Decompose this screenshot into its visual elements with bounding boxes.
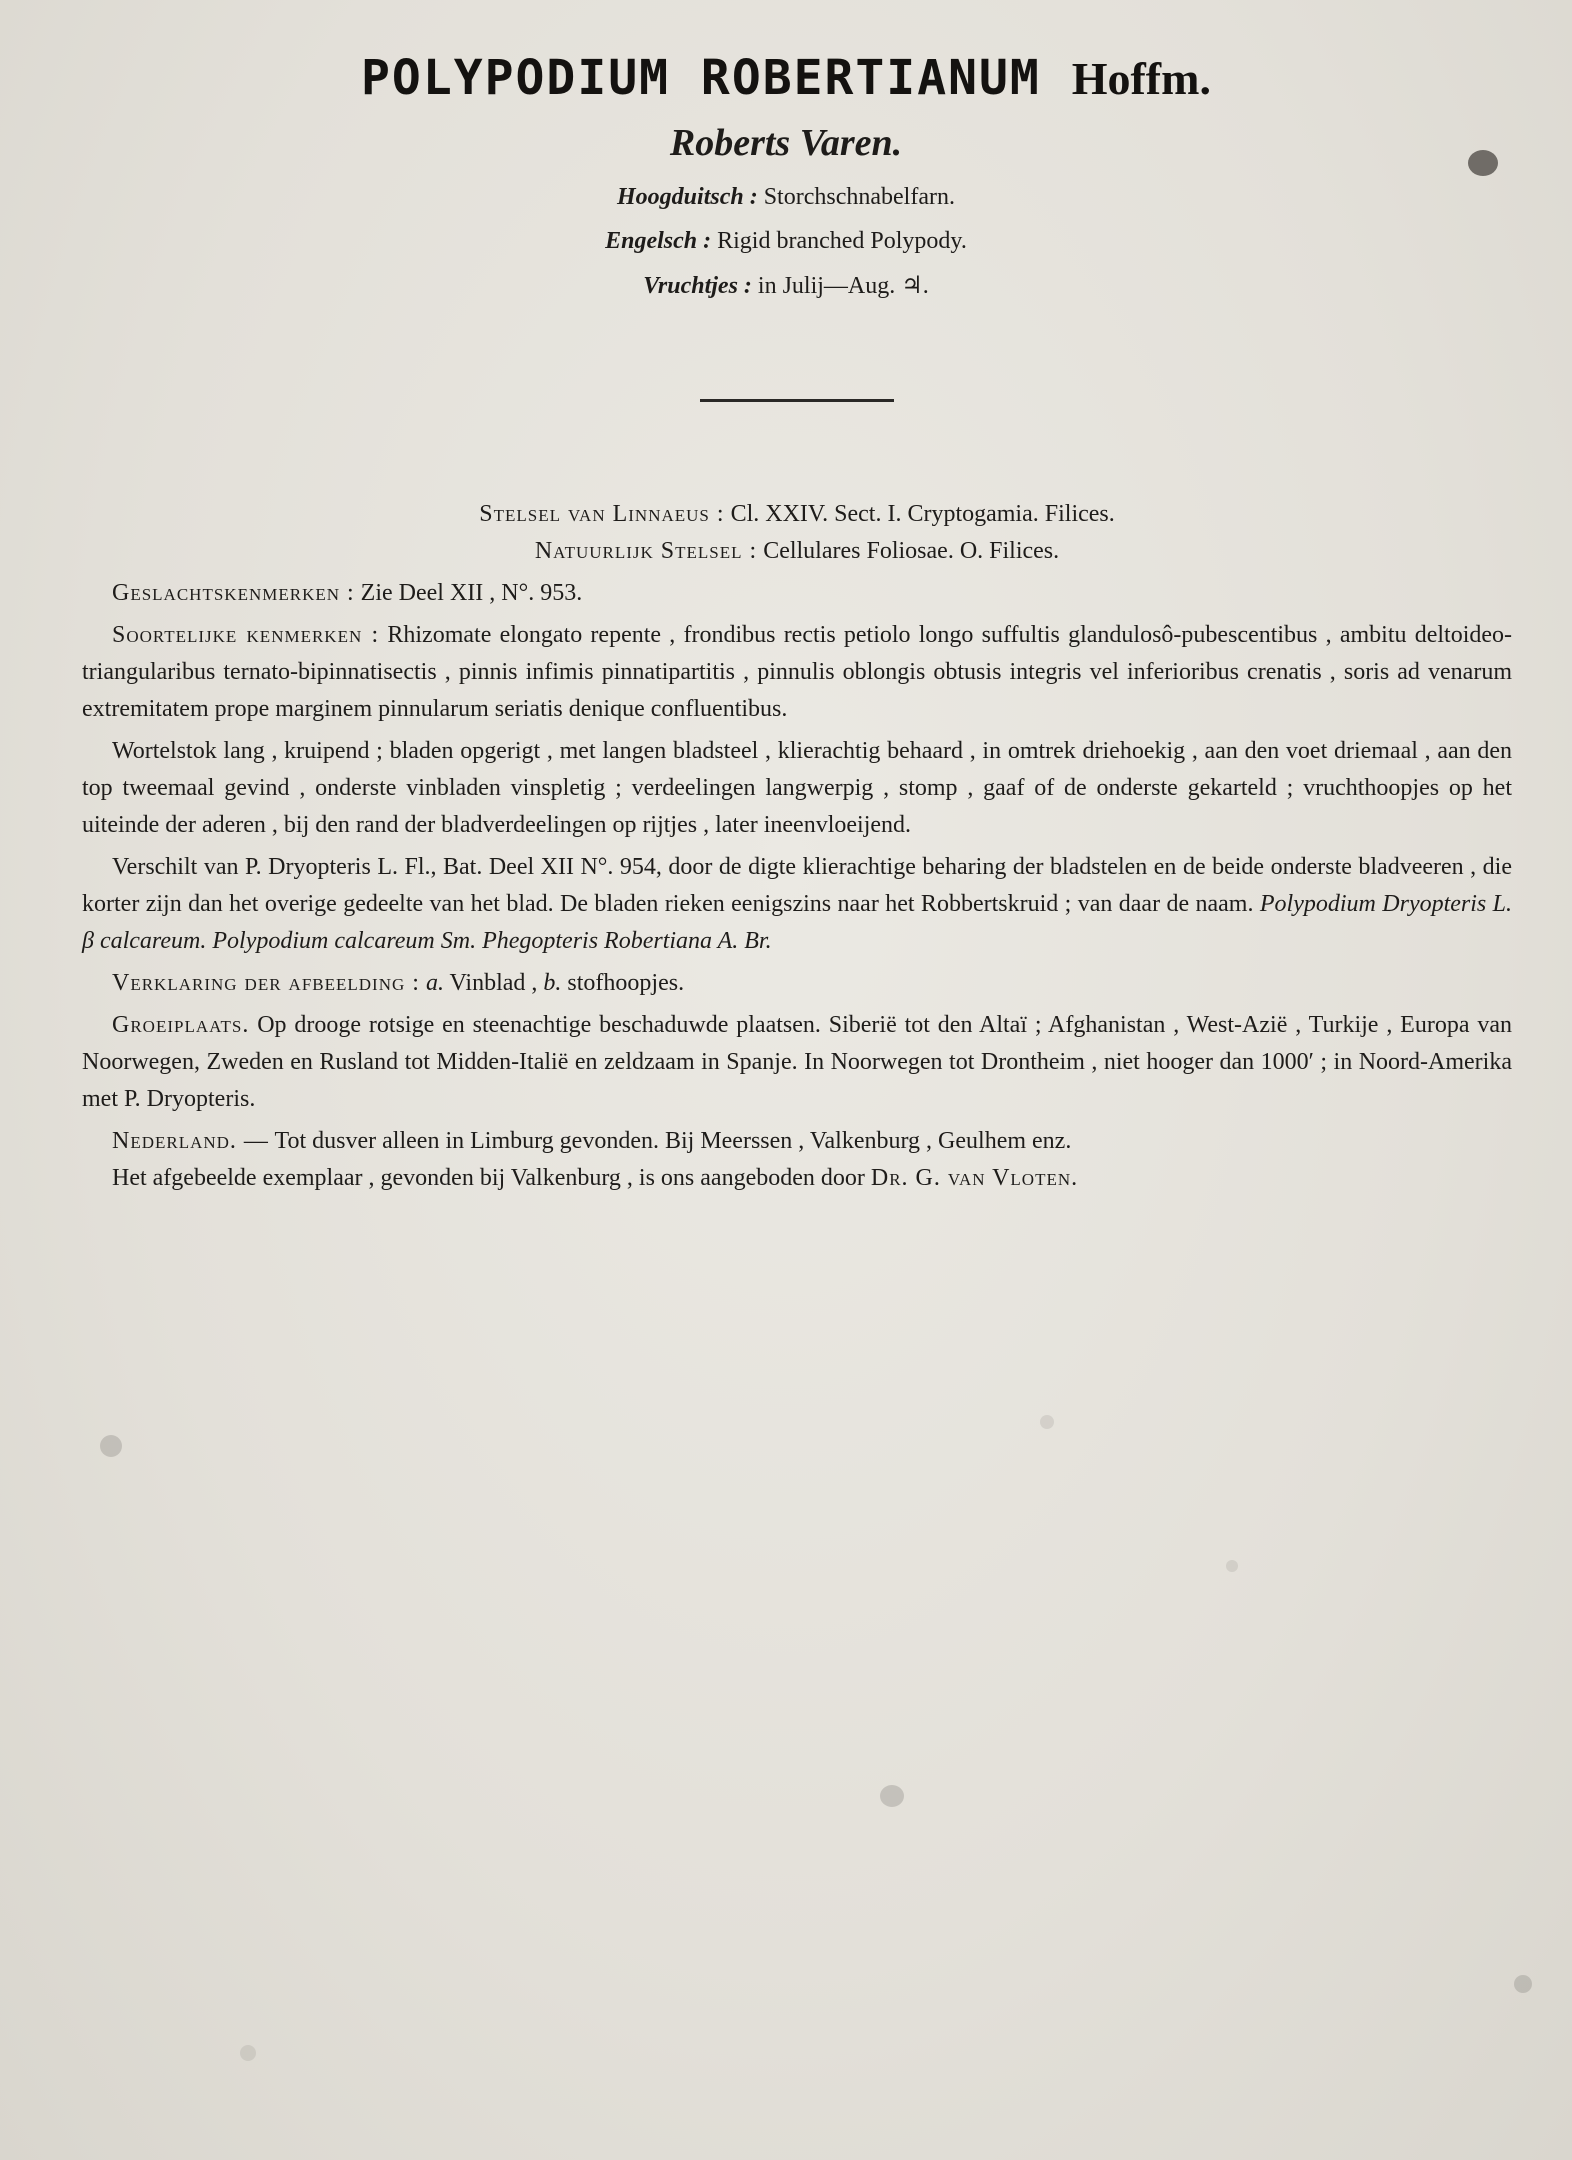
specimen-paragraph [82, 1160, 1512, 1197]
figure-label: Verklaring der afbeelding : [112, 970, 420, 996]
german-label: Hoogduitsch : [617, 184, 758, 210]
paper-spot [1040, 1415, 1054, 1429]
fruiting-line [0, 269, 1572, 303]
dutch-name: Roberts Varen. [669, 122, 903, 164]
linnaeus-line [82, 496, 1512, 533]
description-paragraph [82, 733, 1512, 844]
species-text: Rhizomate elongato repente , frondibus rectis petiolo longo suffultis glandulosô-pubescentibus , ambitu deltoideo-triangularibus ternato-bipinnatisectis , pinnis infimis pinnatipartitis , pinnulis oblongis obtusis integris vel inferioribus crenatis , soris ad venarum extremitatem prope marginem pinnularum seriatis denique confluentibus. [82, 622, 1513, 722]
english-label: Engelsch : [605, 228, 712, 254]
genus-label: Geslachtskenmerken : [112, 580, 355, 606]
linnaeus-text: Cl. XXIV. Sect. I. Cryptogamia. Filices. [730, 501, 1115, 527]
natural-system-text: Cellulares Foliosae. O. Filices. [763, 538, 1060, 564]
synonyms-text: Polypodium Dryopteris L. β calcareum. Polypodium calcareum Sm. Phegopteris Robertiana A. Br. [82, 891, 1513, 954]
natural-system-line [82, 533, 1512, 570]
paper-spot [1226, 1560, 1238, 1572]
divider-rule [700, 399, 894, 402]
paper-spot [1514, 1975, 1532, 1993]
donor-name: Dr. G. van Vloten. [870, 1165, 1079, 1191]
habitat-paragraph [82, 1007, 1512, 1118]
species-label: Soortelijke kenmerken : [112, 622, 380, 648]
netherlands-label: Nederland. — [112, 1128, 269, 1154]
figure-key-b: b. [543, 970, 562, 996]
figure-key-a: a. [425, 970, 444, 996]
species-name: POLYPODIUM ROBERTIANUM [361, 50, 1041, 106]
paper-spot [100, 1435, 122, 1457]
english-name-line [0, 224, 1572, 258]
author-abbrev: Hoffm. [1071, 53, 1211, 104]
linnaeus-label: Stelsel van Linnaeus : [479, 501, 725, 527]
difference-paragraph [82, 849, 1512, 960]
paper-spot [880, 1785, 904, 1807]
description-body [82, 496, 1512, 1197]
difference-text: Verschilt van P. Dryopteris L. Fl., Bat. Deel XII N°. 954, door de digte klierachtige beharing der bladstelen en de beide onderste bladveeren , die korter zijn dan het overige gedeelte van het blad. De bladen rieken eenigszins naar het Robbertskruid ; van daar de naam. [82, 854, 1512, 917]
page-title [0, 48, 1572, 109]
english-value: Rigid branched Polypody. [717, 228, 967, 254]
genus-paragraph [82, 575, 1512, 612]
netherlands-paragraph [82, 1123, 1512, 1160]
figure-paragraph [82, 965, 1512, 1002]
fruiting-value: in Julij—Aug. ♃. [757, 273, 929, 299]
habitat-text: Op drooge rotsige en steenachtige beschaduwde plaatsen. Siberië tot den Altaï ; Afghanistan , West-Azië , Turkije , Europa van Noorwegen, Zweden en Rusland tot Midden-Italië en zeldzaam in Spanje. In Noorwegen tot Drontheim , niet hooger dan 1000′ ; in Noord-Amerika met P. Dryopteris. [82, 1012, 1513, 1112]
genus-text: Zie Deel XII , N°. 953. [360, 580, 583, 606]
figure-text-b: stofhoopjes. [567, 970, 685, 996]
habitat-label: Groeiplaats. [112, 1012, 250, 1038]
natural-system-label: Natuurlijk Stelsel : [534, 538, 758, 564]
paper-spot [240, 2045, 256, 2061]
german-value: Storchschnabelfarn. [763, 184, 955, 210]
species-paragraph [82, 617, 1512, 728]
fruiting-label: Vruchtjes : [643, 273, 752, 299]
specimen-text: Het afgebeelde exemplaar , gevonden bij Valkenburg , is ons aangeboden door [112, 1165, 865, 1191]
figure-text-a: Vinblad , [449, 970, 538, 996]
german-name-line [0, 180, 1572, 214]
description-text: Wortelstok lang , kruipend ; bladen opgerigt , met langen bladsteel , klierachtig behaard , in omtrek driehoekig , aan den voet driemaal , aan den top tweemaal gevind , onderste vinbladen vinspletig ; verdeelingen langwerpig , stomp , gaaf of de onderste gekarteld ; vruchthoopjes op het uiteinde der aderen , bij den rand der bladverdeelingen op rijtjes , later ineenvloeijend. [82, 738, 1512, 838]
netherlands-text: Tot dusver alleen in Limburg gevonden. Bij Meerssen , Valkenburg , Geulhem enz. [274, 1128, 1072, 1154]
